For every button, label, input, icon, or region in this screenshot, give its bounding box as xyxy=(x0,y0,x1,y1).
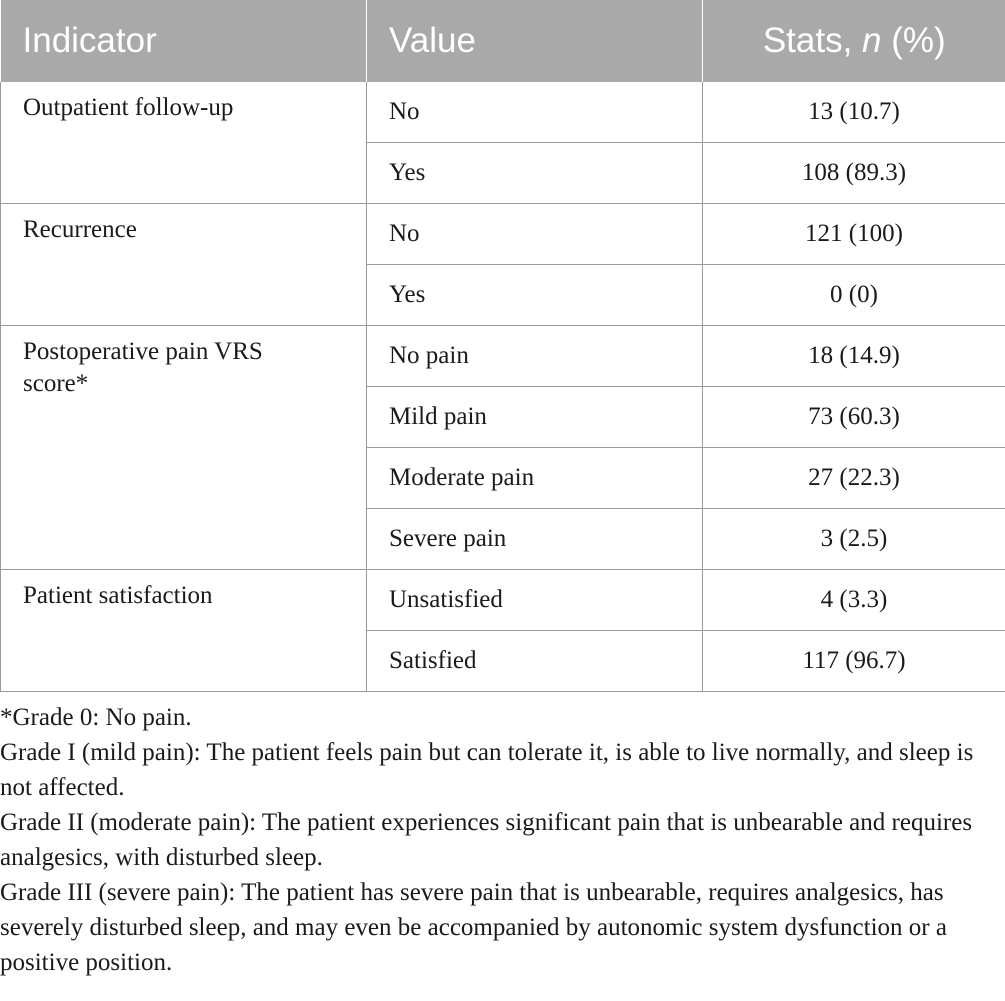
cell-value: No xyxy=(367,204,703,265)
group-label-outpatient-follow-up: Outpatient follow-up xyxy=(1,82,367,204)
table-row xyxy=(1,204,1005,265)
cell-stats: 73 (60.3) xyxy=(703,387,1005,448)
cell-stats: 121 (100) xyxy=(703,204,1005,265)
cell-stats: 13 (10.7) xyxy=(703,82,1005,143)
cell-value: Yes xyxy=(367,143,703,204)
cell-stats: 4 (3.3) xyxy=(703,570,1005,631)
table-header-row xyxy=(1,0,1005,82)
footnote-grade-1: Grade I (mild pain): The patient feels pain but can tolerate it, is able to live normally, and sleep is not affected. xyxy=(0,739,974,801)
footnote-grade-3: Grade III (severe pain): The patient has severe pain that is unbearable, requires analgesics, has severely disturbed sleep, and may even be accompanied by autonomic system dysfunction or a positive position. xyxy=(0,879,947,976)
group-label-postoperative-pain: Postoperative pain VRS score* xyxy=(1,326,367,570)
header-stats xyxy=(703,0,1005,82)
cell-value: Yes xyxy=(367,265,703,326)
cell-stats: 117 (96.7) xyxy=(703,631,1005,692)
table-row xyxy=(1,570,1005,631)
footnote-grade-2: Grade II (moderate pain): The patient experiences significant pain that is unbearable and requires analgesics, with disturbed sleep. xyxy=(0,809,973,871)
cell-stats: 27 (22.3) xyxy=(703,448,1005,509)
header-value: Value xyxy=(367,0,703,82)
header-stats-n: n xyxy=(862,21,882,60)
cell-value: Severe pain xyxy=(367,509,703,570)
cell-value: Satisfied xyxy=(367,631,703,692)
cell-value: Mild pain xyxy=(367,387,703,448)
cell-stats: 0 (0) xyxy=(703,265,1005,326)
cell-stats: 108 (89.3) xyxy=(703,143,1005,204)
table-row xyxy=(1,326,1005,387)
table-row xyxy=(1,82,1005,143)
cell-value: Unsatisfied xyxy=(367,570,703,631)
cell-value: No pain xyxy=(367,326,703,387)
table-footnotes xyxy=(0,700,1000,980)
group-label-recurrence: Recurrence xyxy=(1,204,367,326)
header-stats-prefix: Stats, xyxy=(762,21,863,60)
cell-value: No xyxy=(367,82,703,143)
header-stats-suffix: (%) xyxy=(881,21,946,60)
header-indicator: Indicator xyxy=(1,0,367,82)
cell-stats: 3 (2.5) xyxy=(703,509,1005,570)
group-label-patient-satisfaction: Patient satisfaction xyxy=(1,570,367,692)
cell-stats: 18 (14.9) xyxy=(703,326,1005,387)
footnote-grade-0: *Grade 0: No pain. xyxy=(0,704,192,731)
cell-value: Moderate pain xyxy=(367,448,703,509)
